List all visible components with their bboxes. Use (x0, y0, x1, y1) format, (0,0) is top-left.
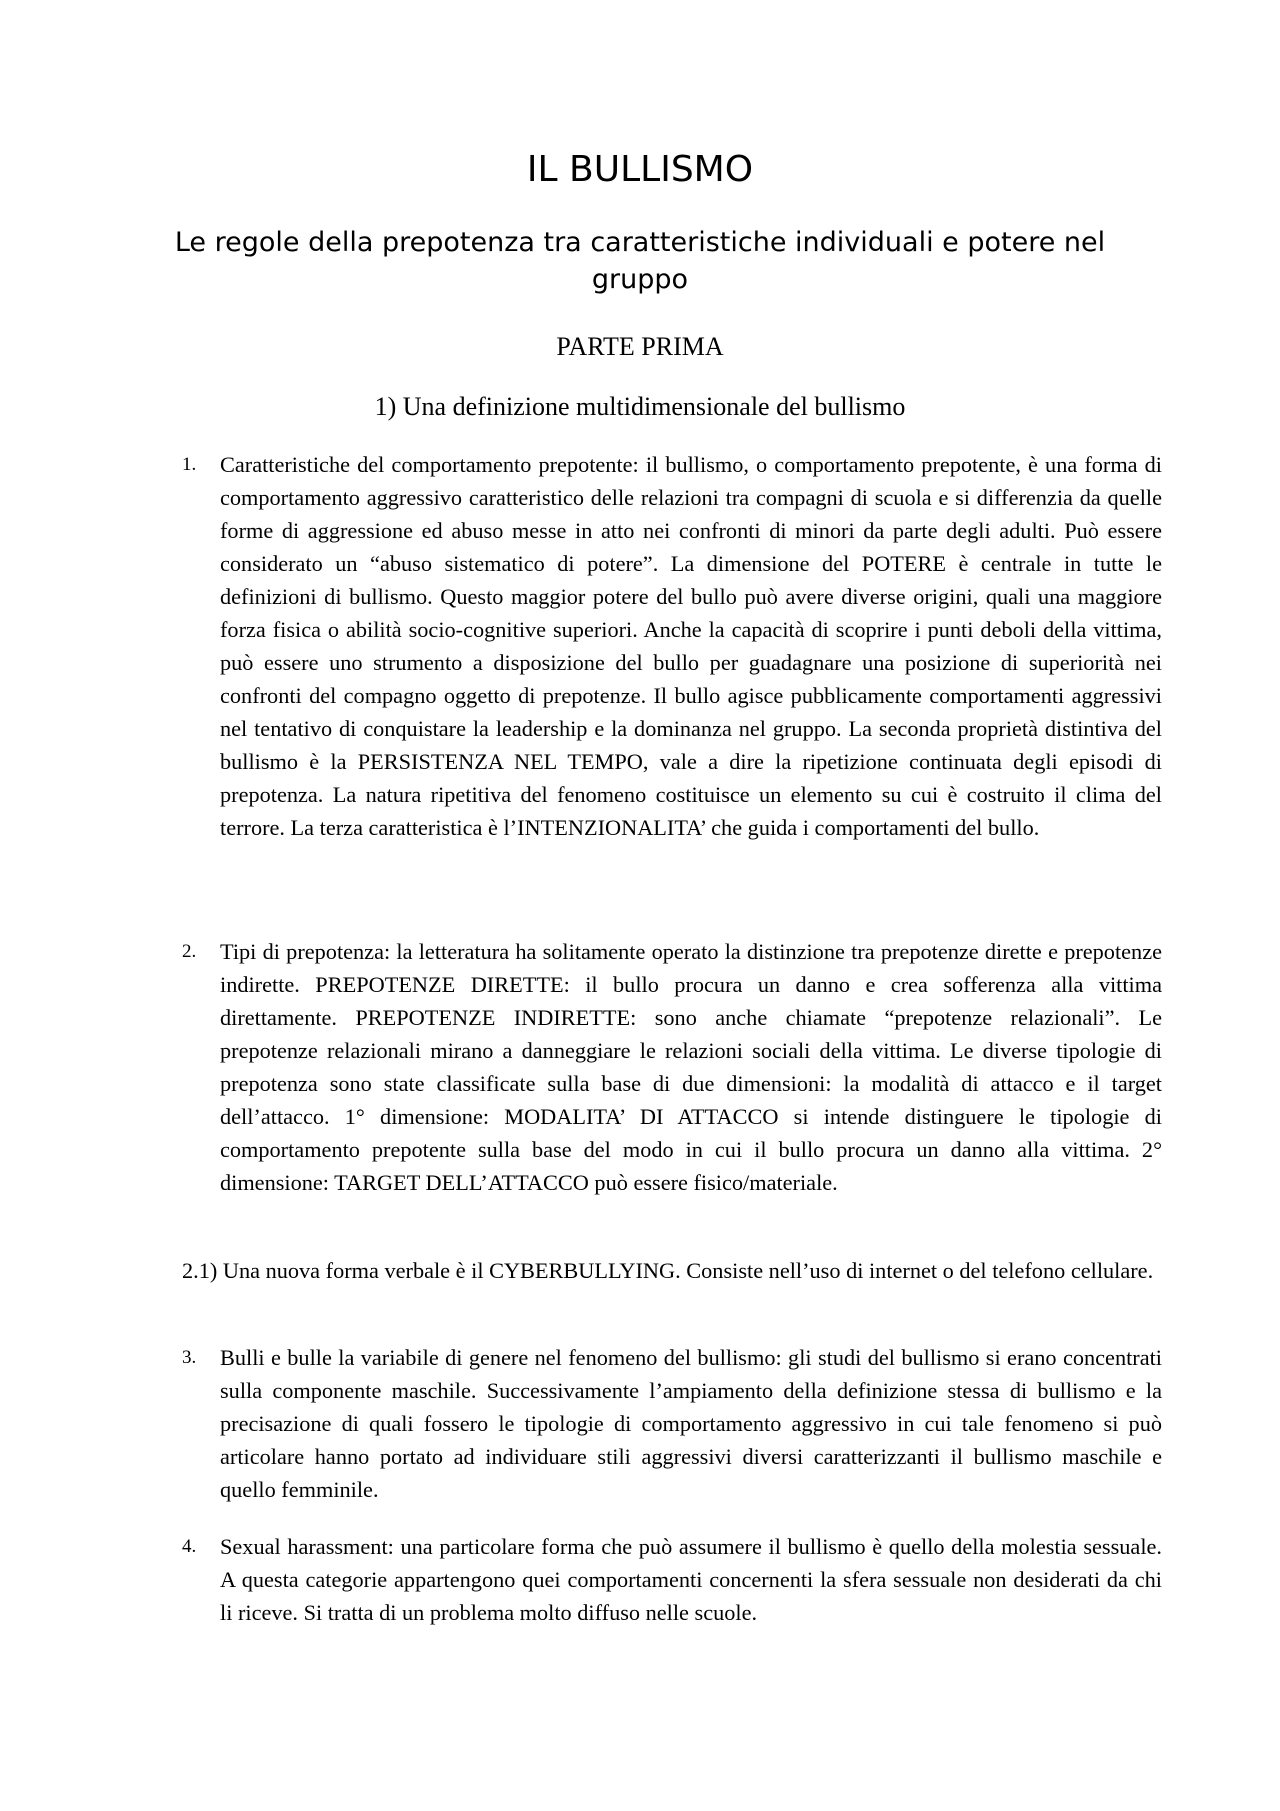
list-item (182, 448, 1162, 844)
list-item-number: 1. (182, 454, 197, 475)
list-item-text: Tipi di prepotenza: la letteratura ha solitamente operato la distinzione tra prepotenze dirette e prepotenze indirette. PREPOTENZE DIRETTE: il bullo procura un danno e crea sofferenza alla vittima direttamente. PREPOTENZE INDIRETTE: sono anche chiamate “prepotenze relazionali”. Le prepotenze relazionali mirano a danneggiare le relazioni sociali della vittima. Le diverse tipologie di prepotenza sono state classificate sulla base di due dimensioni: la modalità di attacco e il target dell’attacco. 1° dimensione: MODALITA’ DI ATTACCO si intende distinguere le tipologie di comportamento prepotente sulla base del modo in cui il bullo procura un danno alla vittima. 2° dimensione: TARGET DELL’ATTACCO può essere fisico/materiale. (220, 939, 1162, 1195)
list-item-number: 3. (182, 1347, 197, 1368)
document-title: IL BULLISMO (526, 149, 754, 190)
list-item (182, 1530, 1162, 1629)
list-item-text: Sexual harassment: una particolare forma che può assumere il bullismo è quello della molestia sessuale. A questa categorie appartengono quei comportamenti concernenti la sfera sessuale non desiderati da chi li riceve. Si tratta di un problema molto diffuso nelle scuole. (220, 1534, 1162, 1625)
sub-paragraph: 2.1) Una nuova forma verbale è il CYBERBULLYING. Consiste nell’uso di internet o del telefono cellulare. (182, 1258, 1154, 1283)
section-heading: 1) Una definizione multidimensionale del bullismo (374, 392, 906, 421)
list-item (182, 1341, 1162, 1506)
list-item-number: 2. (182, 941, 197, 962)
list-item-number: 4. (182, 1536, 197, 1557)
part-heading: PARTE PRIMA (556, 332, 724, 361)
list-item-text: Bulli e bulle la variabile di genere nel fenomeno del bullismo: gli studi del bullismo si erano concentrati sulla componente maschile. Successivamente l’ampiamento della definizione stessa di bullismo e la precisazione di quali fossero le tipologie di comportamento aggressivo in cui tale fenomeno si può articolare hanno portato ad individuare stili aggressivi diversi caratterizzanti il bullismo maschile e quello femminile. (220, 1345, 1162, 1502)
document-subtitle: Le regole della prepotenza tra caratteristiche individuali e potere nel gruppo (174, 227, 1106, 295)
list-item (182, 935, 1162, 1199)
list-item-text: Caratteristiche del comportamento prepotente: il bullismo, o comportamento prepotente, è una forma di comportamento aggressivo caratteristico delle relazioni tra compagni di scuola e si differenzia da quelle forme di aggressione ed abuso messe in atto nei confronti di minori da parte degli adulti. Può essere considerato un “abuso sistematico di potere”. La dimensione del POTERE è centrale in tutte le definizioni di bullismo. Questo maggior potere del bullo può avere diverse origini, quali una maggiore forza fisica o abilità socio-cognitive superiori. Anche la capacità di scoprire i punti deboli della vittima, può essere uno strumento a disposizione del bullo per guadagnare una posizione di superiorità nei confronti del compagno oggetto di prepotenze. Il bullo agisce pubblicamente comportamenti aggressivi nel tentativo di conquistare la leadership e la dominanza nel gruppo. La seconda proprietà distintiva del bullismo è la PERSISTENZA NEL TEMPO, vale a dire la ripetizione continuata degli episodi di prepotenza. La natura ripetitiva del fenomeno costituisce un elemento su cui è costruito il clima del terrore. La terza caratteristica è l’INTENZIONALITA’ che guida i comportamenti del bullo. (220, 452, 1162, 840)
